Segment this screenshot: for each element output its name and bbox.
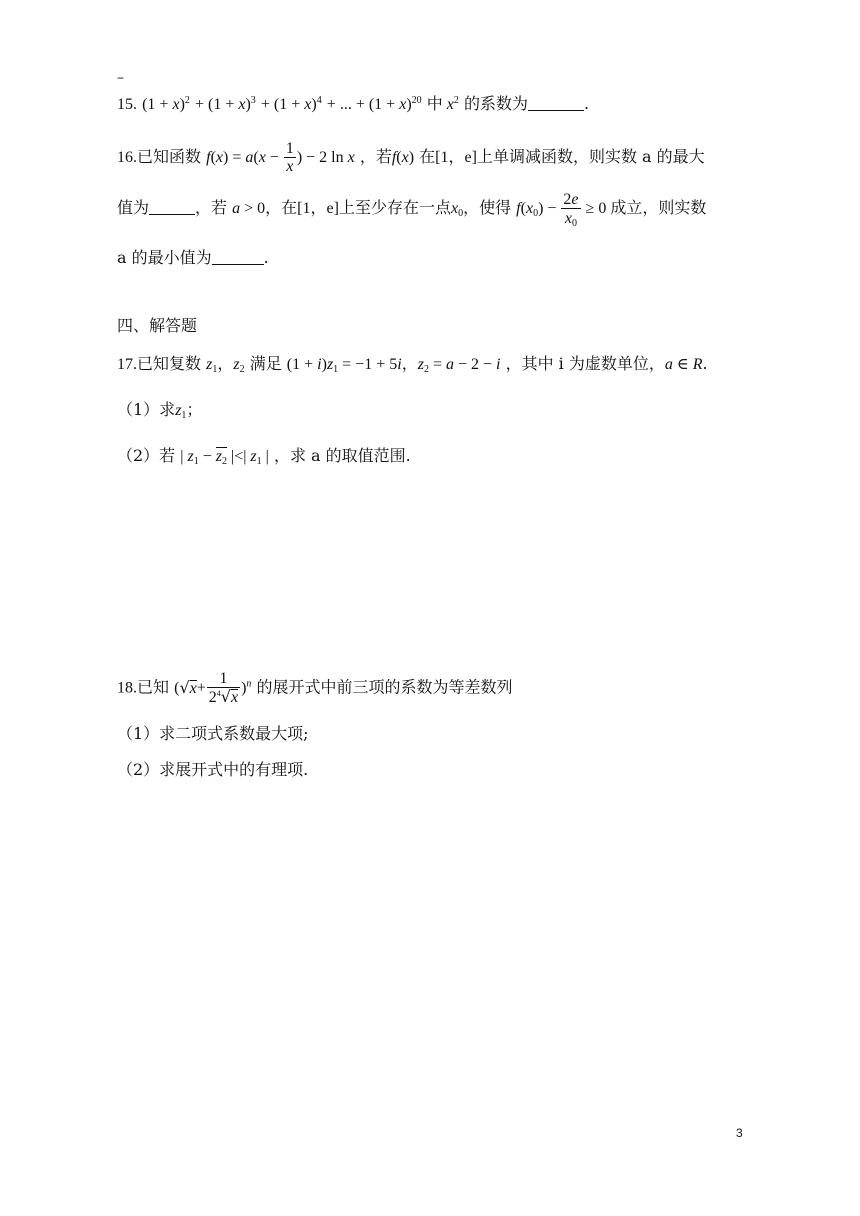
page-number: 3: [736, 1126, 743, 1140]
question-17: 17.已知复数 $z_1$，$z_2$ 满足 $(1 + i)z_1 = -1 + 5i$，$z_2 = a - 2 - i$ ，其中 i 为虚数单位，a ∈ R.: [117, 354, 708, 375]
section-heading: 四、解答题: [117, 316, 198, 335]
answer-blank-16a: [149, 198, 195, 215]
top-mark: –: [117, 70, 124, 86]
question-17-part-2: （2）若 | $z_1 - z_2$ |<| $z_1$ | ，求 a 的取值范围.: [117, 446, 411, 467]
answer-blank-15: [528, 94, 584, 111]
question-16-line-2: 值为 ，若 a > 0，在[1，e]上至少存在一点$x_0$，使得 $f(x_0)$ − $\frac{2e}{x_0}$ ≥ 0 成立，则实数: [117, 191, 707, 229]
question-17-part-1: （1）求$z_1$；: [117, 400, 203, 421]
question-18-part-1: （1）求二项式系数最大项;: [117, 724, 309, 743]
fraction-one-over-x: $\frac{1}{x}$: [285, 140, 294, 175]
question-18: 18.已知 (√x+ $\frac{1}{2^4√x}$ )$^n$ 的展开式中前三项的系数为等差数列: [117, 670, 513, 706]
question-16-line-3: a 的最小值为 .: [117, 248, 269, 267]
fraction-one-over-2-fourth-root-x: $\frac{1}{2^4√x}$: [208, 670, 239, 706]
question-15: 15. $(1 + x)^2 + (1 + x)^3 + (1 + x)^4$ + ... + $(1 + x)^{20}$ 中 $x^2$ 的系数为 .: [117, 94, 590, 113]
fraction-2e-over-x0: $\frac{2e}{x_0}$: [563, 191, 579, 229]
question-18-part-2: （2）求展开式中的有理项.: [117, 760, 309, 779]
question-16: 16.已知函数 f(x) = a(x − $\frac{1}{x}$ ) − 2 ln x ，若f(x) 在[1，e]上单调减函数，则实数 a 的最大: [117, 140, 705, 175]
answer-blank-16b: [212, 248, 264, 265]
